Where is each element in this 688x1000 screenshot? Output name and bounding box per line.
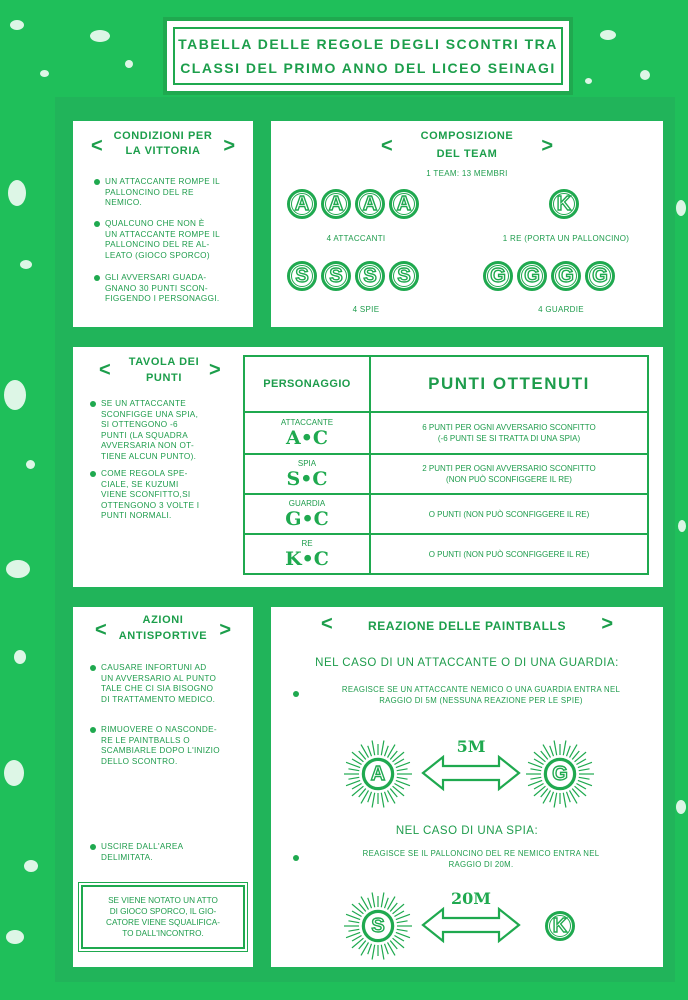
sun-ray — [554, 793, 557, 808]
double-arrow-icon — [421, 905, 521, 945]
header-points: PUNTI OTTENUTI — [370, 356, 648, 412]
sun-ray — [368, 792, 372, 802]
sun-ray — [368, 746, 372, 756]
attacker-badge: A — [363, 759, 393, 789]
sun-ray — [397, 777, 408, 779]
sun-ray — [372, 893, 375, 908]
attackers-caption: 4 ATTACCANTI — [326, 234, 386, 243]
row-desc: O PUNTI (NON PUÒ SCONFIGGERE IL RE) — [428, 509, 590, 519]
guard-badge: G — [483, 261, 513, 291]
guard-badge: G — [551, 261, 581, 291]
role-label: SPIA — [297, 459, 317, 468]
sun-ray — [381, 945, 384, 960]
sun-ray — [576, 784, 586, 790]
chevron-left-icon: < — [321, 613, 333, 635]
sun-ray — [352, 936, 362, 942]
king-badge: K — [549, 189, 579, 219]
king-caption: 1 RE (PORTA UN PALLONCINO) — [502, 234, 630, 243]
sun-ray — [348, 921, 359, 923]
sun-ray — [352, 759, 362, 765]
foul-note: SE VIENE NOTATO UN ATTO DI GIOCO SPORCO, IL GIO- CATORE VIENE SQUALIFICA- TO DALL'INCONTRO. — [81, 885, 245, 949]
role-label: GUARDIA — [288, 499, 326, 508]
sun-ray — [372, 945, 375, 960]
distance-label-1: 5M — [456, 737, 486, 756]
victory-item-3: GLI AVVERSARI GUADA- GNANO 30 PUNTI SCON- FIGGENDO I PERSONAGGI. — [105, 273, 219, 305]
paint-panel — [271, 607, 663, 967]
sun-ray — [530, 769, 541, 771]
spy-badge: S — [363, 911, 393, 941]
sun-ray — [372, 741, 375, 756]
guards-caption: 4 GUARDIE — [538, 305, 584, 314]
king-badge: K — [545, 911, 575, 941]
sun-ray — [372, 793, 375, 808]
unsport-title-1: AZIONI — [142, 614, 184, 626]
sun-ray — [534, 759, 544, 765]
sun-ray — [563, 741, 566, 756]
points-title-1: TAVOLA DEI — [128, 356, 200, 368]
victory-title-2: LA VITTORIA — [125, 145, 201, 157]
sun-ray — [384, 792, 388, 802]
chevron-right-icon: > — [601, 613, 613, 635]
unsport-item-1: CAUSARE INFORTUNI AD UN AVVERSARIO AL PUNTO TALE CHE CI SIA BISOGNO DI TRATTAMENTO MEDICO. — [101, 663, 216, 705]
sun-ray — [352, 911, 362, 917]
sun-ray — [579, 769, 590, 771]
sun-ray — [579, 777, 590, 779]
guard-badge: G — [517, 261, 547, 291]
chevron-left-icon: < — [381, 135, 393, 157]
table-row — [244, 494, 648, 534]
sun-ray — [566, 792, 570, 802]
attacker-badge: A — [389, 189, 419, 219]
sun-ray — [394, 784, 404, 790]
bullet-icon — [293, 855, 299, 861]
sun-ray — [397, 929, 408, 931]
team-title-2: DEL TEAM — [436, 148, 498, 160]
sun-ray — [534, 784, 544, 790]
rules-frame — [55, 97, 675, 982]
sun-ray — [394, 936, 404, 942]
case2-heading: NEL CASO DI UNA SPIA: — [395, 825, 539, 837]
table-row — [244, 454, 648, 494]
sun-ray — [381, 741, 384, 756]
paint-title: REAZIONE DELLE PAINTBALLS — [367, 619, 567, 633]
row-desc-2: (NON PUÒ SCONFIGGERE IL RE) — [446, 475, 572, 484]
sun-ray — [576, 759, 586, 765]
chevron-right-icon: > — [209, 359, 221, 381]
bullet-icon — [94, 221, 100, 227]
guard-badge: G — [585, 261, 615, 291]
victory-item-1: UN ATTACCANTE ROMPE IL PALLONCINO DEL RE NEMICO. — [105, 177, 220, 209]
bullet-icon — [90, 727, 96, 733]
sun-ray — [384, 746, 388, 756]
row-desc: O PUNTI (NON PUÒ SCONFIGGERE IL RE) — [428, 549, 590, 559]
row-desc-2: (-6 PUNTI SE SI TRATTA DI UNA SPIA) — [437, 434, 581, 443]
sun-ray — [550, 792, 554, 802]
sun-ray — [397, 921, 408, 923]
title-line-2: CLASSI DEL PRIMO ANNO DEL LICEO SEINAGI — [180, 60, 556, 76]
sun-ray — [381, 893, 384, 908]
points-item-2: COME REGOLA SPE- CIALE, SE KUZUMI VIENE SCONFITTO,SI OTTENGONO 3 VOLTE I PUNTI NORMALI. — [101, 469, 199, 522]
sun-ray — [530, 777, 541, 779]
sun-ray — [381, 793, 384, 808]
chevron-right-icon: > — [223, 135, 235, 157]
row-desc: 6 PUNTI PER OGNI AVVERSARIO SCONFITTO — [422, 423, 596, 432]
sun-ray — [563, 793, 566, 808]
role-code: S•C — [286, 468, 328, 490]
sun-ray — [384, 898, 388, 908]
spies-caption: 4 SPIE — [352, 305, 380, 314]
sun-ray — [566, 746, 570, 756]
sun-ray — [384, 944, 388, 954]
distance-label-2: 20M — [451, 889, 491, 908]
chevron-left-icon: < — [95, 619, 107, 641]
victory-title-1: CONDIZIONI PER — [113, 130, 213, 142]
unsport-panel — [73, 607, 253, 967]
chevron-left-icon: < — [91, 135, 103, 157]
role-code: A•C — [285, 427, 328, 449]
points-table — [243, 355, 649, 575]
attacker-badge: A — [355, 189, 385, 219]
points-title-2: PUNTI — [146, 372, 182, 384]
sun-ray — [348, 769, 359, 771]
points-panel — [73, 347, 663, 587]
case1-text: REAGISCE SE UN ATTACCANTE NEMICO O UNA GUARDIA ENTRA NEL RAGGIO DI 5M (NESSUNA REAZIONE PER LE SPIE) — [311, 685, 651, 706]
sun-ray — [348, 929, 359, 931]
victory-panel — [73, 121, 253, 327]
chevron-left-icon: < — [99, 359, 111, 381]
sun-ray — [348, 777, 359, 779]
sun-ray — [554, 741, 557, 756]
sun-ray — [352, 784, 362, 790]
spy-badge: S — [389, 261, 419, 291]
sun-ray — [368, 944, 372, 954]
team-panel — [271, 121, 663, 327]
sun-ray — [368, 898, 372, 908]
team-subtitle: 1 TEAM: 13 MEMBRI — [426, 169, 508, 178]
spy-badge: S — [321, 261, 351, 291]
double-arrow-icon — [421, 753, 521, 793]
case1-heading: NEL CASO DI UN ATTACCANTE O DI UNA GUARDIA: — [315, 657, 619, 669]
attacker-badge: A — [287, 189, 317, 219]
bullet-icon — [94, 275, 100, 281]
points-item-1: SE UN ATTACCANTE SCONFIGGE UNA SPIA, SI OTTENGONO -6 PUNTI (LA SQUADRA AVVERSARIA NON OT- TIENE ALCUN PUNTO). — [101, 399, 198, 462]
sun-ray — [394, 759, 404, 765]
chevron-right-icon: > — [219, 619, 231, 641]
bullet-icon — [90, 844, 96, 850]
bullet-icon — [90, 665, 96, 671]
table-row — [244, 534, 648, 574]
table-row — [244, 412, 648, 454]
sun-ray — [394, 911, 404, 917]
bullet-icon — [293, 691, 299, 697]
sun-ray — [550, 746, 554, 756]
attacker-badge: A — [321, 189, 351, 219]
title-banner — [163, 17, 573, 95]
case2-text: REAGISCE SE IL PALLONCINO DEL RE NEMICO ENTRA NEL RAGGIO DI 20M. — [311, 849, 651, 870]
bullet-icon — [90, 401, 96, 407]
role-code: G•C — [285, 508, 329, 530]
bullet-icon — [94, 179, 100, 185]
spy-badge: S — [287, 261, 317, 291]
title-line-1: TABELLA DELLE REGOLE DEGLI SCONTRI TRA — [178, 36, 558, 52]
role-label: RE — [301, 539, 313, 548]
bullet-icon — [90, 471, 96, 477]
role-code: K•C — [285, 548, 329, 570]
team-title-1: COMPOSIZIONE — [420, 130, 514, 142]
role-label: ATTACCANTE — [280, 418, 334, 427]
unsport-item-3: USCIRE DALL'AREA DELIMITATA. — [101, 842, 183, 863]
spy-badge: S — [355, 261, 385, 291]
row-desc: 2 PUNTI PER OGNI AVVERSARIO SCONFITTO — [422, 464, 596, 473]
guard-badge: G — [545, 759, 575, 789]
header-character: PERSONAGGIO — [244, 356, 370, 412]
chevron-right-icon: > — [541, 135, 553, 157]
unsport-item-2: RIMUOVERE O NASCONDE- RE LE PAINTBALLS O SCAMBIARLE DOPO L'INIZIO DELLO SCONTRO. — [101, 725, 220, 767]
unsport-title-2: ANTISPORTIVE — [118, 630, 208, 642]
sun-ray — [397, 769, 408, 771]
victory-item-2: QUALCUNO CHE NON È UN ATTACCANTE ROMPE IL PALLONCINO DEL RE AL- LEATO (GIOCO SPORCO) — [105, 219, 220, 261]
